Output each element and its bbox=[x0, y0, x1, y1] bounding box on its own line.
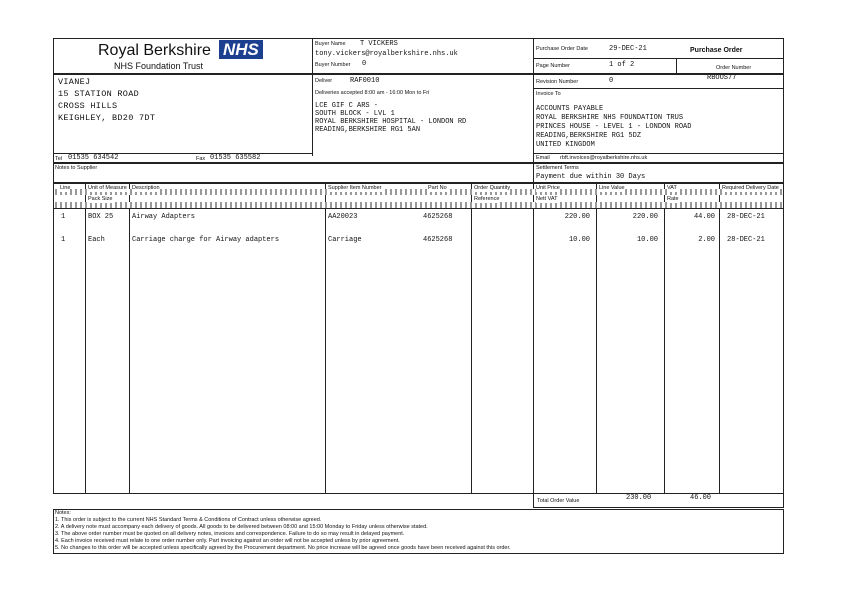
buyer-name-label: Buyer Name bbox=[315, 41, 346, 47]
col-rule bbox=[85, 183, 86, 494]
footer-line: 4. Each invoice received must relate to one order number only. Part invoicing against an order will not be accepted unless by prior agreement. bbox=[55, 538, 400, 544]
table-header-rule bbox=[53, 208, 784, 209]
order-number-label: Order Number bbox=[716, 65, 752, 71]
footer-line: 2. A delivery note must accompany each delivery of goods. All goods to be delivered between 08:00 and 15:00 Monday to Friday unless otherwise stated. bbox=[55, 524, 428, 530]
settlement-value: Payment due within 30 Days bbox=[536, 173, 646, 181]
row-unit-price: 10.00 bbox=[568, 236, 590, 244]
row-unit: Each bbox=[88, 236, 105, 244]
row-date: 28-DEC-21 bbox=[727, 213, 765, 221]
totals-value: 230.00 bbox=[626, 494, 652, 502]
row-supplier-item: Carriage bbox=[328, 236, 362, 244]
order-number: RBOOS77 bbox=[707, 74, 737, 82]
invoice-line: READING,BERKSHIRE RG1 5DZ bbox=[536, 132, 642, 140]
footer-label: Notes: bbox=[55, 510, 71, 516]
deliver-line: LCE GIF C ARS - bbox=[315, 102, 379, 110]
invoice-label: Invoice To bbox=[536, 91, 561, 97]
col-part-no: Part No bbox=[428, 185, 447, 191]
col-pack: Pack Size bbox=[88, 196, 113, 202]
col-price: Unit Price bbox=[536, 185, 560, 191]
row-unit: BOX 25 bbox=[88, 213, 114, 221]
col-vat-code: Nett VAT bbox=[536, 196, 558, 202]
supplier-line: CROSS HILLS bbox=[58, 101, 118, 111]
row-unit-price: 220.00 bbox=[564, 213, 590, 221]
row-line: 1 bbox=[61, 236, 66, 244]
deliver-hours: Deliveries accepted 8:00 am - 16:00 Mon to Fri bbox=[315, 90, 430, 96]
email-value: rbft.invoices@royalberkshire.nhs.uk bbox=[560, 155, 648, 161]
row-desc: Airway Adapters bbox=[132, 213, 196, 221]
invoice-line: ACCOUNTS PAYABLE bbox=[536, 105, 604, 113]
col-rule bbox=[719, 183, 720, 494]
supplier-line: 15 STATION ROAD bbox=[58, 89, 140, 99]
page-label: Page Number bbox=[536, 63, 570, 69]
notes-box bbox=[53, 163, 784, 183]
deliver-code: RAF0010 bbox=[350, 77, 380, 85]
items-table bbox=[53, 183, 784, 494]
deliver-line: READING,BERKSHIRE RG1 5AN bbox=[315, 126, 421, 134]
notes-label: Notes to Supplier bbox=[55, 165, 98, 171]
col-desc: Description bbox=[132, 185, 160, 191]
col-line: Line bbox=[60, 185, 71, 191]
row-line: 1 bbox=[61, 213, 66, 221]
buyer-email: tony.vickers@royalberkshire.nhs.uk bbox=[315, 50, 458, 58]
col-qty: Order Quantity bbox=[474, 185, 511, 191]
col-unit: Unit of Measure bbox=[88, 185, 127, 191]
row-vat: 44.00 bbox=[693, 213, 715, 221]
row-date: 28-DEC-21 bbox=[727, 236, 765, 244]
divider bbox=[676, 58, 677, 74]
deliver-line: ROYAL BERKSHIRE HOSPITAL - LONDON RD bbox=[315, 118, 467, 126]
footer-line: 3. The above order number must be quoted on all delivery notes, invoices and correspondence. Failure to do so may result in delayed payment. bbox=[55, 531, 405, 537]
col-rule bbox=[596, 183, 597, 494]
divider bbox=[533, 58, 784, 59]
col-supplier-item: Supplier Item Number bbox=[328, 185, 382, 191]
row-vat: 2.00 bbox=[698, 236, 715, 244]
deliver-line: SOUTH BLOCK - LVL 1 bbox=[315, 110, 395, 118]
deliver-label: Deliver bbox=[315, 78, 333, 84]
footer-line: 1. This order is subject to the current NHS Standard Terms & Conditions of Contract unless otherwise agreed. bbox=[55, 517, 322, 523]
settlement-label: Settlement Terms bbox=[536, 165, 579, 171]
row-part-no: 4625268 bbox=[423, 236, 453, 244]
tel-value: 01535 634542 bbox=[68, 154, 119, 162]
org-name: Royal Berkshire bbox=[98, 42, 211, 59]
invoice-line: UNITED KINGDOM bbox=[536, 141, 595, 149]
col-due: Required Delivery Date bbox=[722, 185, 779, 191]
col-rule bbox=[325, 183, 326, 494]
org-sub: NHS Foundation Trust bbox=[114, 61, 204, 71]
po-date-label: Purchase Order Date bbox=[536, 46, 588, 52]
buyer-name: T VICKERS bbox=[360, 40, 398, 48]
tel-label: Tel bbox=[55, 156, 63, 162]
revision-label: Revision Number bbox=[536, 79, 579, 85]
nhs-logo: NHS bbox=[219, 40, 263, 59]
row-part-no: 4625268 bbox=[423, 213, 453, 221]
divider bbox=[533, 153, 784, 154]
po-title: Purchase Order bbox=[690, 47, 743, 54]
page-number: 1 of 2 bbox=[609, 61, 635, 69]
po-date: 29-DEC-21 bbox=[609, 45, 647, 53]
fax-value: 01535 635582 bbox=[210, 154, 261, 162]
row-supplier-item: AA20023 bbox=[328, 213, 358, 221]
divider bbox=[533, 163, 534, 183]
footer-line: 5. No changes to this order will be accepted unless specifically agreed by the Procurement department. No price increase will be agreed once goods have been received against this order. bbox=[55, 545, 511, 551]
revision-number: 0 bbox=[609, 77, 614, 85]
col-rate: Rate bbox=[667, 196, 679, 202]
buyer-number-label: Buyer Number bbox=[315, 62, 351, 68]
buyer-number: 0 bbox=[362, 60, 367, 68]
col-ref: Reference bbox=[474, 196, 500, 202]
col-net: Line Value bbox=[599, 185, 625, 191]
col-rule bbox=[471, 183, 472, 494]
col-vat: VAT bbox=[667, 185, 677, 191]
supplier-line: KEIGHLEY, BD20 7DT bbox=[58, 113, 156, 123]
invoice-line: ROYAL BERKSHIRE NHS FOUNDATION TRUS bbox=[536, 114, 684, 122]
row-desc: Carriage charge for Airway adapters bbox=[132, 236, 280, 244]
header-texture bbox=[55, 202, 782, 208]
col-rule bbox=[533, 183, 534, 494]
col-rule bbox=[129, 183, 130, 494]
totals-vat: 46.00 bbox=[690, 494, 712, 502]
invoice-line: PRINCES HOUSE - LEVEL 1 - LONDON ROAD bbox=[536, 123, 692, 131]
totals-label: Total Order Value bbox=[537, 498, 580, 504]
fax-label: Fax bbox=[196, 156, 206, 162]
row-value: 220.00 bbox=[632, 213, 658, 221]
supplier-line: VIANEJ bbox=[58, 77, 91, 87]
col-rule bbox=[664, 183, 665, 494]
email-label: Email bbox=[536, 155, 550, 161]
row-value: 10.00 bbox=[636, 236, 658, 244]
